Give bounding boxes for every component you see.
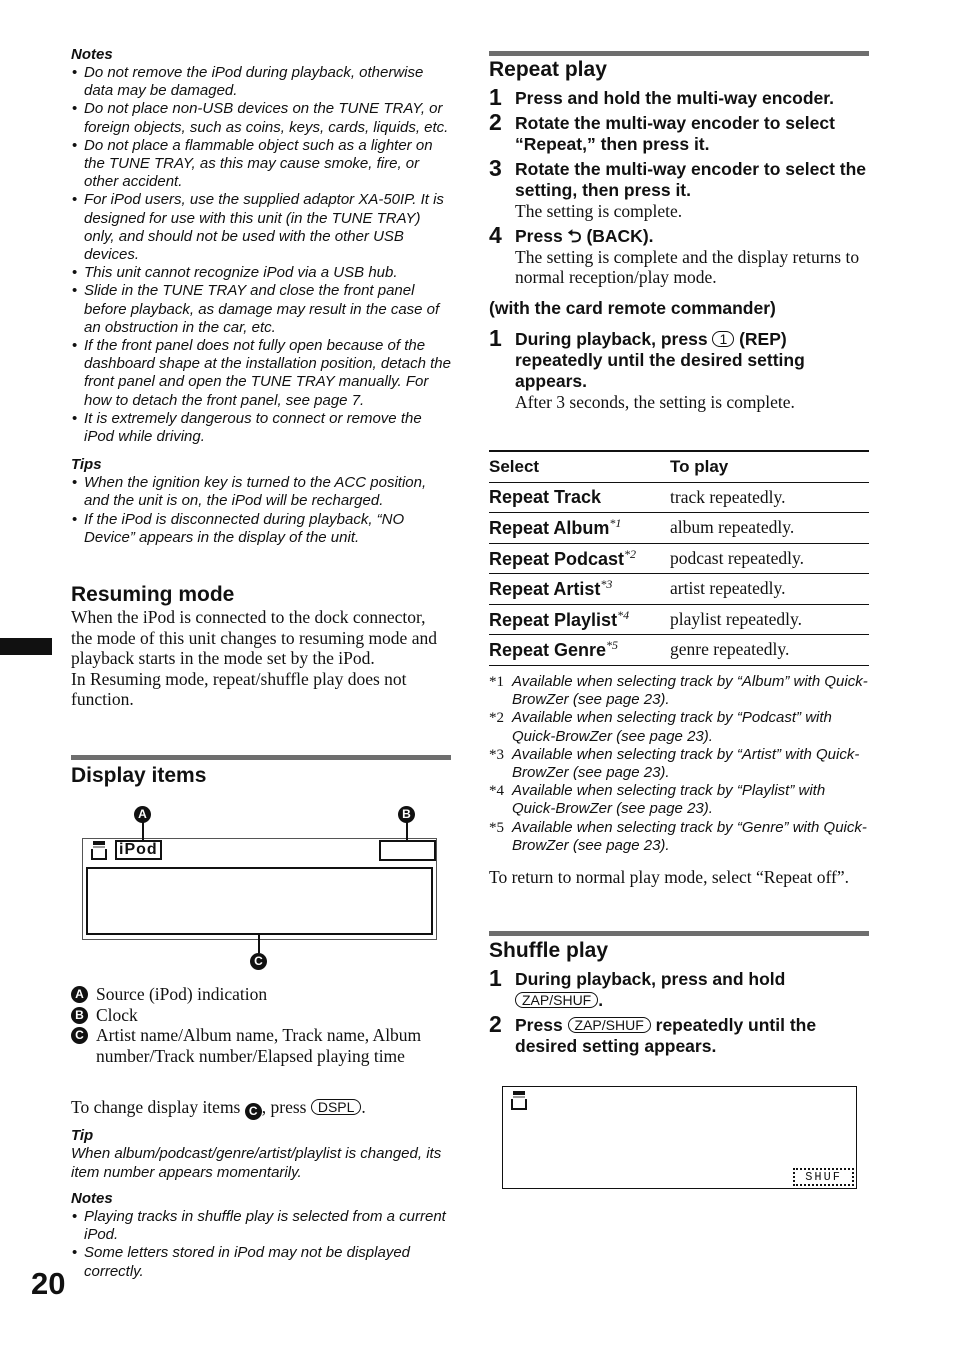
text: repeatedly until the desired setting appears. [515,1015,817,1056]
tip-text: When album/podcast/genre/artist/playlist is changed, its item number appears momentarily. [71,1145,442,1181]
column-header: To play [670,451,869,482]
step-text: Rotate the multi-way encoder to select the setting, then press it. [515,159,867,200]
text: (REP) repeatedly until the desired setting appears. [515,328,805,391]
callout-b: B [398,806,415,823]
list-item: • Do not remove the iPod during playback, otherwise data may be damaged. [71,64,451,100]
footnote [489,746,869,782]
setting-name: Repeat Genre [489,640,607,661]
shuffle-play-section [489,939,869,1061]
text: Press [515,225,568,246]
display-legend [71,984,451,1066]
footnote-text: Available when selecting track by “Artist” with Quick-BrowZer (see page 23). [512,745,860,782]
text: , press [261,1097,311,1117]
shuffle-display [502,1086,857,1189]
subheading: (with the card remote commander) [489,297,776,318]
to-play-cell: album repeatedly. [670,513,869,544]
section-tab-marker [0,638,52,655]
steps [489,84,869,288]
footnote [489,709,869,745]
display-diagram [82,805,438,975]
select-cell [489,543,670,574]
select-cell [489,513,670,544]
select-cell [489,635,670,666]
legend-text: Clock [96,1004,138,1025]
zap-shuf-key: ZAP/SHUF [515,992,598,1008]
repeat-play-section [489,58,869,416]
section-heading: Shuffle play [489,939,609,962]
step-description: The setting is complete. [515,201,683,221]
notes-section [71,46,451,547]
footnote-mark: *4 [489,783,504,800]
notes-heading: Notes [71,46,113,63]
ipod-source-icon [511,1091,527,1109]
section-heading: Repeat play [489,58,607,81]
footnote-mark: *1 [489,674,504,690]
table-row [489,543,869,574]
to-play-cell: track repeatedly. [670,482,869,513]
footnote-text: Available when selecting track by “Album” with Quick-BrowZer (see page 23). [512,673,868,709]
step [489,221,869,288]
callout-line [142,821,144,841]
callout-line [406,821,408,841]
setting-name: Repeat Artist [489,579,601,600]
section-heading: Display items [71,764,207,787]
table-row [489,604,869,635]
list-item: • For iPod users, use the supplied adaptor XA-50IP. It is designed for use with this unit (in the TUNE TRAY) only, and should not be used with the other USB devices. [71,191,451,264]
section-heading: Resuming mode [71,583,235,606]
step-description: After 3 seconds, the setting is complete. [515,391,795,412]
step-number: 1 [489,324,502,351]
callout-c: C [250,953,267,970]
text: . [598,990,604,1010]
table-row [489,482,869,513]
step-number: 2 [489,109,502,135]
to-play-cell: genre repeatedly. [670,635,869,666]
legend-text: Artist name/Album name, Track name, Album number/Track number/Elapsed playing time [96,1025,422,1066]
dspl-key: DSPL [311,1099,362,1115]
change-display-instruction [71,1097,451,1120]
list-item: • Slide in the TUNE TRAY and close the front panel before playback, as damage may result in the case of an obstruction in the car, etc. [71,282,451,337]
notes-heading: Notes [71,1190,113,1207]
zap-shuf-key: ZAP/SHUF [568,1017,651,1033]
section-divider [489,51,869,56]
select-cell [489,574,670,605]
text: . [361,1097,366,1117]
footnote [489,819,869,855]
footnote-mark: *3 [489,746,504,763]
repeat-settings-table [489,450,869,666]
footnote [489,673,869,709]
footnote [489,782,869,818]
legend-item [71,1025,451,1066]
list-item: • This unit cannot recognize iPod via a USB hub. [71,264,451,282]
setting-name: Repeat Album [489,518,610,539]
column-header: Select [489,451,670,482]
legend-text: Source (iPod) indication [96,984,268,1004]
table-row [489,635,869,666]
step-text: Press and hold the multi-way encoder. [515,88,834,108]
setting-name: Repeat Podcast [489,548,625,569]
footnote-text: Available when selecting track by “Playlist” with Quick-BrowZer (see page 23). [512,782,826,818]
table-row [489,513,869,544]
to-play-cell: artist repeatedly. [670,574,869,605]
key-1: 1 [712,331,734,347]
text: During playback, press and hold [515,969,786,989]
callout-marker: B [71,1007,88,1024]
list-item: • It is extremely dangerous to connect or remove the iPod while driving. [71,410,451,446]
text: Press [515,1015,568,1035]
ipod-source-icon [91,841,107,859]
footnote-ref: *5 [606,638,619,653]
to-play-cell: podcast repeatedly. [670,543,869,574]
setting-name: Repeat Playlist [489,609,618,630]
footnote-ref: *3 [600,577,613,592]
callout-line [258,935,260,953]
source-indication: iPod [115,840,162,860]
paragraph: In Resuming mode, repeat/shuffle play does not function. [71,668,407,709]
step-number: 4 [489,221,502,248]
resuming-section [71,583,451,710]
footnotes [489,673,869,855]
footnote-mark: *5 [489,819,504,836]
step-text: Rotate the multi-way encoder to select “Repeat,” then press it. [515,113,835,154]
back-icon: ⮌ [567,225,582,246]
step [489,324,869,413]
table-row [489,574,869,605]
footnote-text: Available when selecting track by “Genre” with Quick-BrowZer (see page 23). [512,818,867,854]
step-description: The setting is complete and the display returns to normal reception/play mode. [515,246,860,287]
step [489,1011,869,1057]
list-item: • When the ignition key is turned to the ACC position, and the unit is on, the iPod will be recharged. [71,474,451,510]
shuffle-indicator: SHUF [793,1168,854,1186]
list-item: • Playing tracks in shuffle play is selected from a current iPod. [71,1208,451,1244]
list-item: • If the iPod is disconnected during playback, “NO Device” appears in the display of the unit. [71,511,451,547]
footnote-ref: *1 [609,516,622,531]
step-text [515,226,869,247]
text: (BACK). [581,225,654,246]
list-item: • Do not place non-USB devices on the TUNE TRAY, or foreign objects, such as coins, keys, cards, liquids, etc. [71,100,451,136]
select-cell [489,482,670,513]
list-item: • Some letters stored in iPod may not be displayed correctly. [71,1244,451,1280]
step [489,109,869,155]
legend-item [71,984,451,1005]
tips-list [71,474,451,547]
step-number: 2 [489,1011,502,1037]
step-number: 1 [489,84,502,110]
step-number: 1 [489,965,502,991]
footnote-ref: *4 [617,607,630,622]
notes-list [71,64,451,446]
step [489,84,869,110]
tip-section [71,1127,451,1281]
section-divider [71,755,451,760]
step [489,965,869,1011]
to-play-cell: playlist repeatedly. [670,604,869,635]
callout-c: C [245,1103,262,1120]
footnote-ref: *2 [624,546,637,561]
page-number: 20 [31,1266,66,1301]
footnote-text: Available when selecting track by “Podcast” with Quick-BrowZer (see page 23). [512,709,832,745]
callout-marker: C [71,1027,88,1044]
return-instruction: To return to normal play mode, select “Repeat off”. [489,867,849,887]
callout-marker: A [71,986,88,1003]
legend-item [71,1005,451,1026]
list-item: • If the front panel does not fully open because of the dashboard shape at the installation position, detach the front panel and open the TUNE TRAY manually. For how to detach the front panel, see page 7. [71,337,451,410]
text: To change display items [71,1097,245,1117]
list-item: • Do not place a flammable object such as a lighter on the TUNE TRAY, as this may cause smoke, fire, or other accident. [71,137,451,192]
tips-heading: Tips [71,456,102,474]
setting-name: Repeat Track [489,486,602,507]
paragraph: When the iPod is connected to the dock connector, the mode of this unit changes to resuming mode and playback starts in the mode set by the iPod. [71,607,437,668]
step [489,155,869,222]
text-area [86,867,433,935]
tip-heading: Tip [71,1127,94,1144]
text: During playback, press [515,328,713,349]
step-number: 3 [489,155,502,181]
footnote-mark: *2 [489,710,504,727]
callout-a: A [134,806,151,823]
clock-area [379,840,436,861]
select-cell [489,604,670,635]
table-header [489,451,869,482]
section-divider [489,931,869,936]
notes-list [71,1208,451,1281]
